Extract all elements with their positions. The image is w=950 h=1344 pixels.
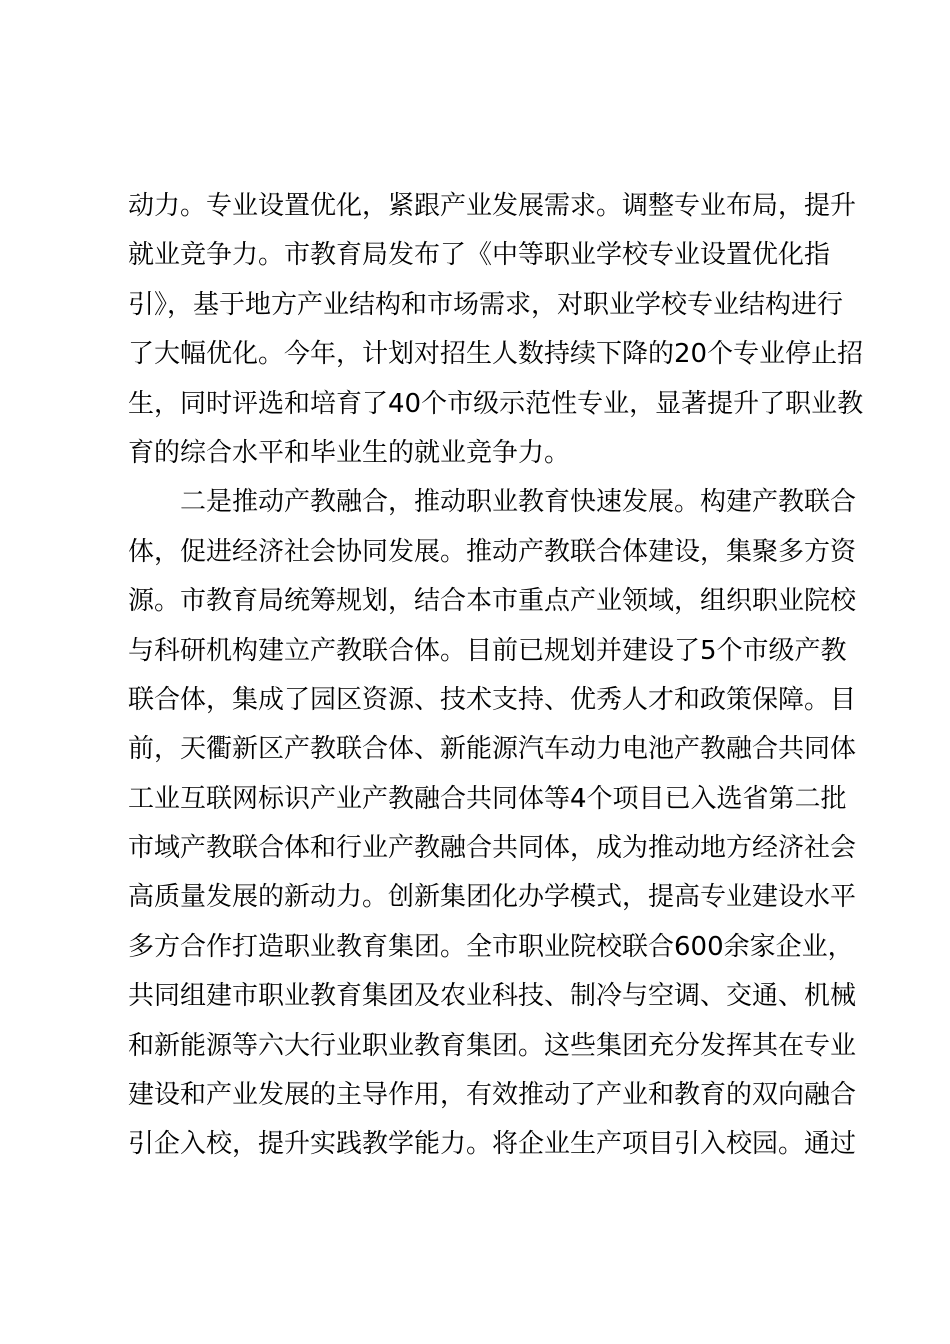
text-line: 了大幅优化。今年，计划对招生人数持续下降的20个专业停止招	[128, 339, 864, 370]
text-line: 与科研机构建立产教联合体。目前已规划并建设了5个市级产教	[128, 635, 847, 666]
text-line: 生，同时评选和培育了40个市级示范性专业，显著提升了职业教	[128, 388, 864, 419]
text-line: 和新能源等六大行业职业教育集团。这些集团充分发挥其在专业	[128, 1030, 857, 1061]
text-line: 动力。专业设置优化，紧跟产业发展需求。调整专业布局，提升	[128, 191, 857, 221]
text-line: 高质量发展的新动力。创新集团化办学模式，提高专业建设水平	[128, 882, 857, 913]
text-line: 共同组建市职业教育集团及农业科技、制冷与空调、交通、机械	[128, 981, 857, 1012]
text-line: 工业互联网标识产业产教融合共同体等4个项目已入选省第二批	[128, 783, 847, 814]
text-line: 引企入校，提升实践教学能力。将企业生产项目引入校园。通过	[128, 1129, 857, 1160]
text-line: 就业竞争力。市教育局发布了《中等职业学校专业设置优化指	[128, 240, 831, 271]
text-line: 前，天衢新区产教联合体、新能源汽车动力电池产教融合共同体	[128, 734, 857, 765]
text-line: 体，促进经济社会协同发展。推动产教联合体建设，集聚多方资	[128, 536, 857, 567]
text-line: 多方合作打造职业教育集团。全市职业院校联合600余家企业，	[128, 931, 854, 962]
text-line: 引》，基于地方产业结构和市场需求，对职业学校专业结构进行	[128, 289, 844, 320]
text-line: 联合体，集成了园区资源、技术支持、优秀人才和政策保障。目	[128, 684, 857, 715]
text-line: 源。市教育局统筹规划，结合本市重点产业领域，组织职业院校	[128, 586, 857, 617]
text-line: 市域产教联合体和行业产教融合共同体，成为推动地方经济社会	[128, 833, 857, 864]
text-line: 育的综合水平和毕业生的就业竞争力。	[128, 437, 571, 468]
body-text	[128, 182, 864, 1170]
paragraph-start-line: 二是推动产教融合，推动职业教育快速发展。构建产教联合	[180, 487, 857, 518]
text-line: 建设和产业发展的主导作用，有效推动了产业和教育的双向融合	[128, 1080, 857, 1111]
